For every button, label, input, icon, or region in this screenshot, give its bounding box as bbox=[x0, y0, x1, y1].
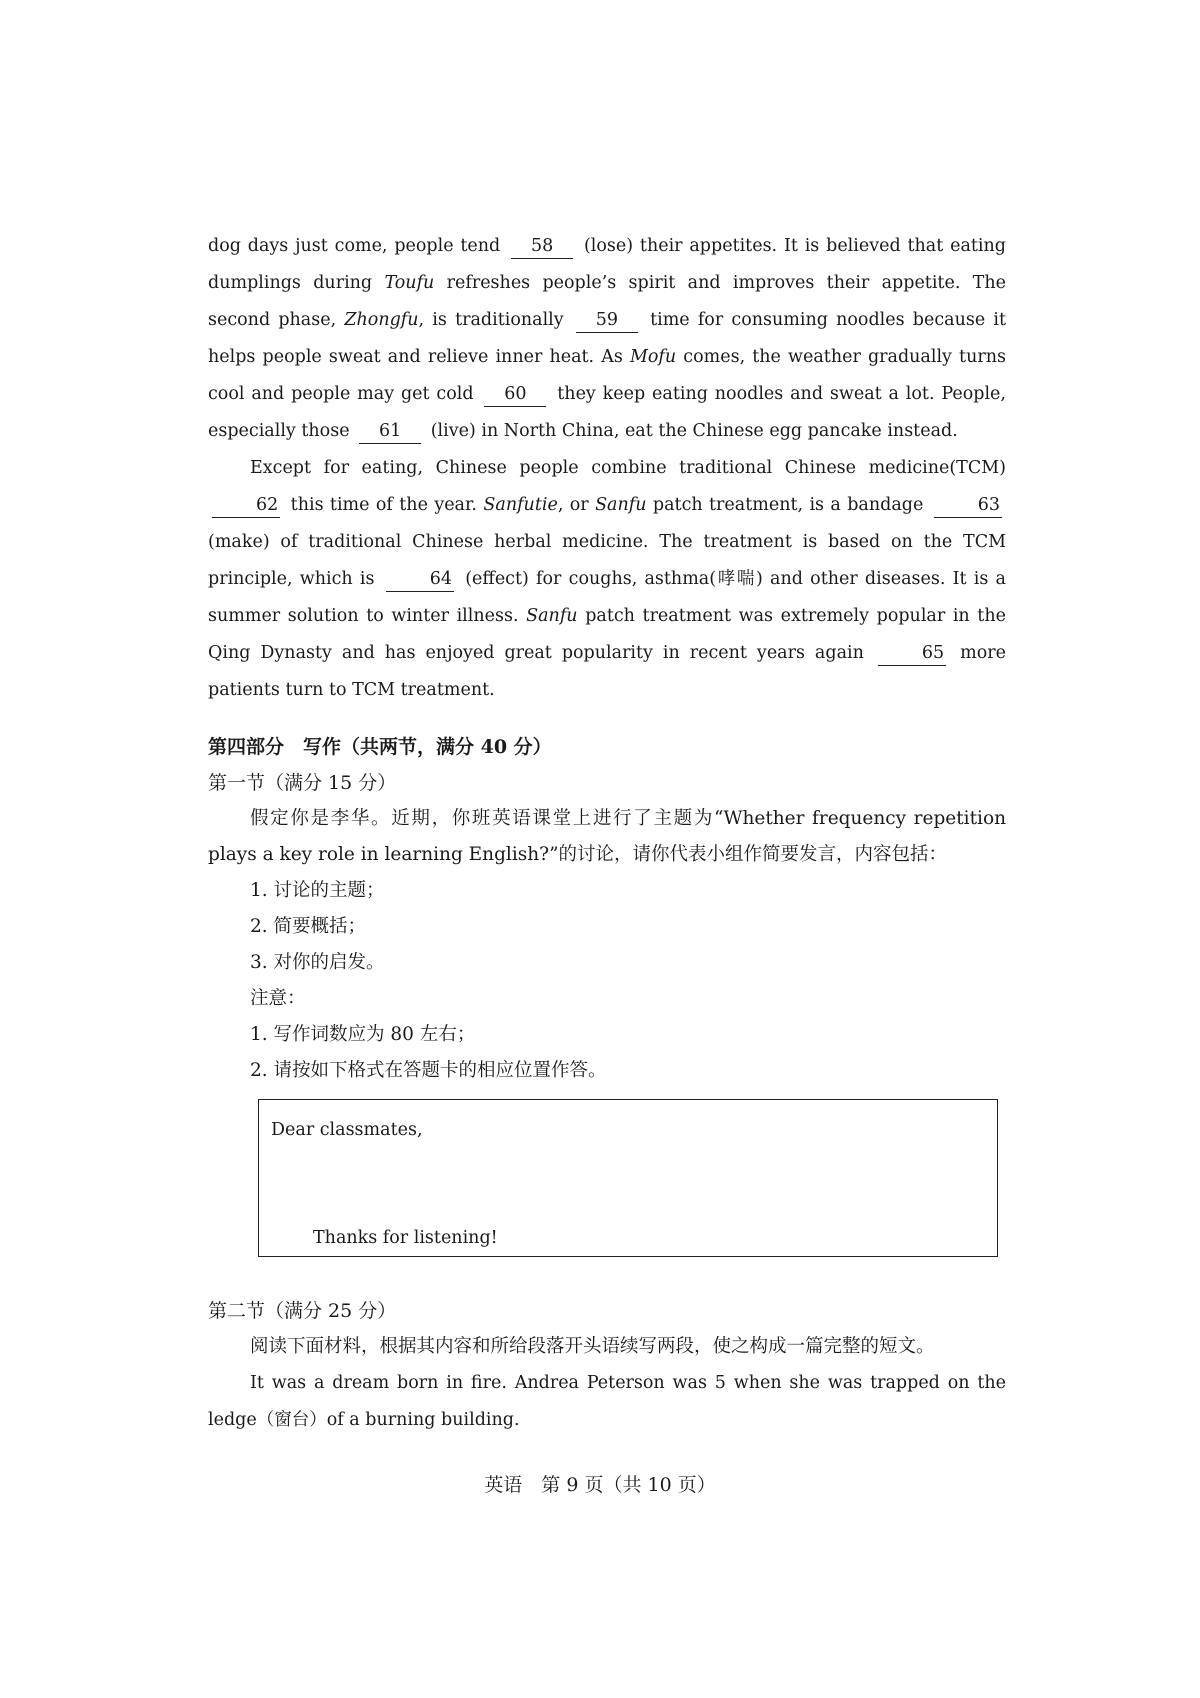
blank-64[interactable]: 64 bbox=[386, 567, 454, 592]
list-item: 3. 对你的启发。 bbox=[250, 952, 385, 973]
list-item: 2. 请按如下格式在答题卡的相应位置作答。 bbox=[250, 1060, 607, 1081]
letter-salutation: Dear classmates, bbox=[271, 1120, 423, 1140]
text: patch treatment was extremely popular in the Qing Dynasty and has enjoyed great popularity in recent years again bbox=[208, 606, 1006, 663]
text: this time of the year. bbox=[290, 495, 477, 515]
blank-60[interactable]: 60 bbox=[484, 382, 546, 407]
section-two-prompt: 阅读下面材料，根据其内容和所给段落开头语续写两段，使之构成一篇完整的短文。 bbox=[250, 1336, 935, 1357]
blank-61[interactable]: 61 bbox=[359, 419, 421, 444]
part-four-heading: 第四部分 写作（共两节，满分 40 分） bbox=[208, 736, 552, 758]
list-item: 1. 讨论的主题； bbox=[250, 880, 385, 901]
blank-59[interactable]: 59 bbox=[576, 308, 638, 333]
requirement-list bbox=[208, 873, 1006, 1089]
letter-closing: Thanks for listening! bbox=[313, 1228, 498, 1248]
text: , or bbox=[557, 495, 589, 515]
note-label: 注意： bbox=[250, 988, 306, 1009]
term-toufu: Toufu bbox=[384, 273, 435, 293]
term-sanfu: Sanfu bbox=[526, 606, 578, 626]
text: dog days just come, people tend bbox=[208, 236, 501, 256]
page-footer: 英语 第 9 页（共 10 页） bbox=[484, 1474, 716, 1496]
term-sanfutie: Sanfutie bbox=[483, 495, 558, 515]
text: (live) in North China, eat the Chinese egg pancake instead. bbox=[430, 421, 958, 441]
text: time for consuming noodles because it helps people sweat and relieve inner heat. As bbox=[208, 310, 1006, 367]
text: comes, the weather gradually turns cool and people may get cold bbox=[208, 347, 1006, 404]
cloze-paragraph-1 bbox=[208, 228, 1006, 450]
section-two-heading: 第二节（满分 25 分） bbox=[208, 1300, 397, 1322]
story-opening: It was a dream born in fire. Andrea Peterson was 5 when she was trapped on the ledge（窗台）of a burning building. bbox=[208, 1373, 1006, 1430]
letter-format-box bbox=[258, 1099, 998, 1257]
section-one-heading: 第一节（满分 15 分） bbox=[208, 772, 397, 794]
text: (lose) their appetites. It is believed that eating dumplings during bbox=[208, 236, 1006, 293]
section-one-prompt: 假定你是李华。近期，你班英语课堂上进行了主题为“Whether frequency repetition plays a key role in learning English?”的讨论，请你代表小组作简要发言，内容包括： bbox=[208, 808, 1006, 865]
text: refreshes people’s spirit and improves their appetite. The second phase, bbox=[208, 273, 1006, 330]
blank-65[interactable]: 65 bbox=[878, 641, 946, 666]
text: more patients turn to TCM treatment. bbox=[208, 643, 1006, 700]
text: they keep eating noodles and sweat a lot. People, especially those bbox=[208, 384, 1006, 441]
text: (make) of traditional Chinese herbal medicine. The treatment is based on the TCM principle, which is bbox=[208, 532, 1006, 589]
text: Except for eating, Chinese people combine traditional Chinese medicine(TCM) bbox=[250, 458, 1006, 478]
blank-63[interactable]: 63 bbox=[934, 493, 1002, 518]
term-zhongfu: Zhongfu bbox=[344, 310, 419, 330]
term-sanfu: Sanfu bbox=[595, 495, 647, 515]
text: , is traditionally bbox=[418, 310, 564, 330]
term-mofu: Mofu bbox=[629, 347, 677, 367]
exam-page bbox=[208, 228, 1006, 1439]
list-item: 1. 写作词数应为 80 左右； bbox=[250, 1024, 476, 1045]
list-item: 2. 简要概括； bbox=[250, 916, 367, 937]
cloze-paragraph-2 bbox=[208, 450, 1006, 709]
text: (effect) for coughs, asthma(哮喘) and other diseases. It is a summer solution to winter illness. bbox=[208, 569, 1006, 626]
blank-58[interactable]: 58 bbox=[511, 234, 573, 259]
text: patch treatment, is a bandage bbox=[652, 495, 924, 515]
blank-62[interactable]: 62 bbox=[212, 493, 280, 518]
